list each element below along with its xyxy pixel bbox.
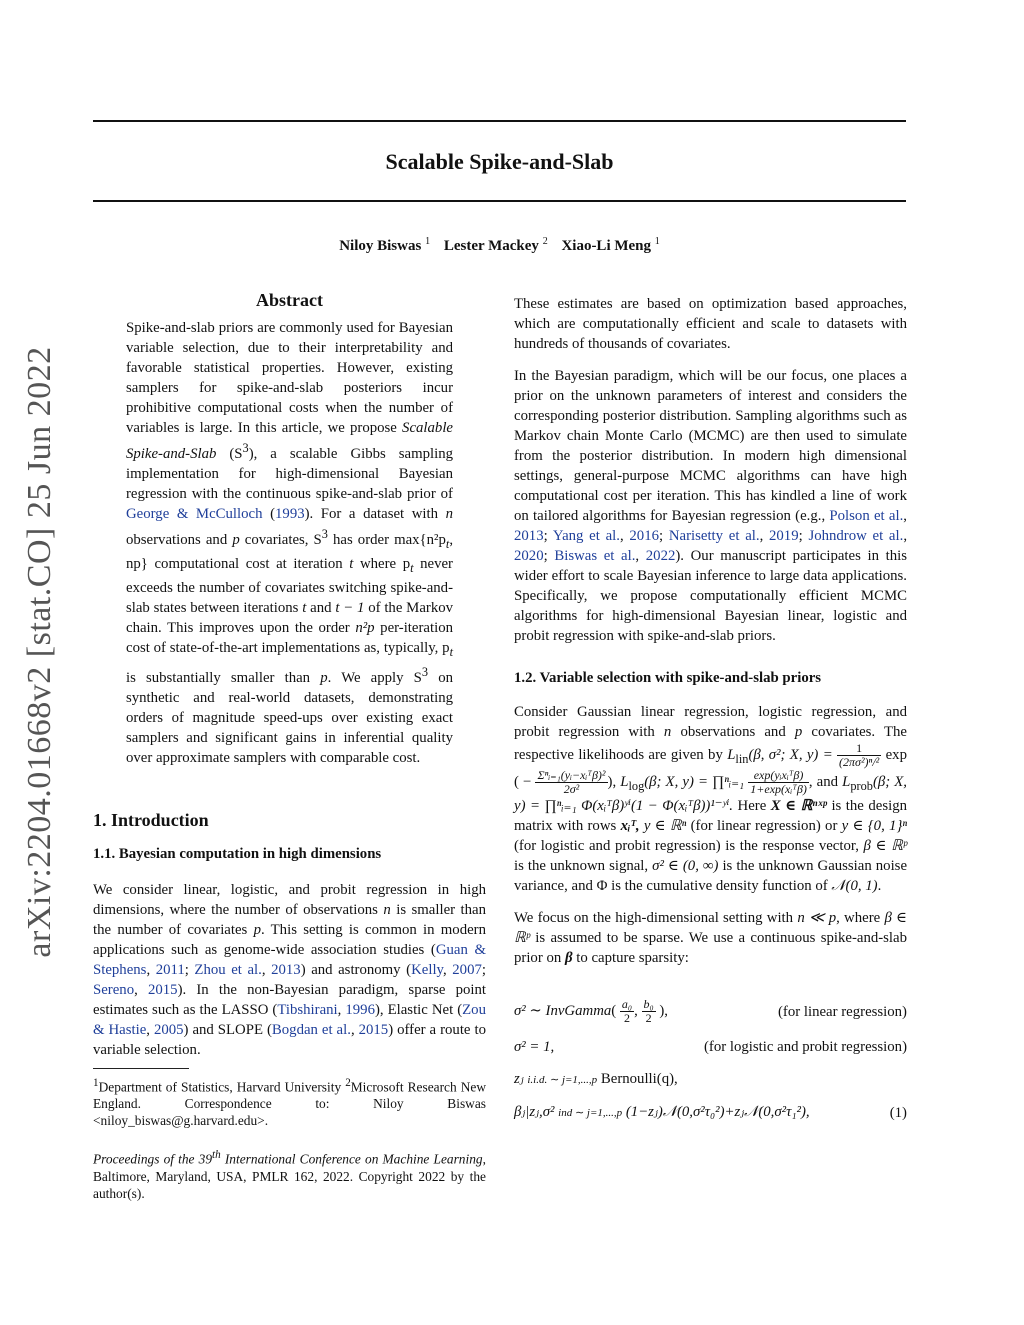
author-mackey bbox=[444, 238, 548, 254]
math-expr: n²p bbox=[355, 619, 375, 636]
math-expr: xᵢᵀ, bbox=[620, 818, 640, 834]
text-span: We consider linear, logistic, and probit regression in high dimensions, where the number of observations bbox=[93, 881, 486, 918]
equation-row bbox=[514, 998, 907, 1025]
math-var: n bbox=[383, 901, 391, 918]
title-rule-top bbox=[93, 120, 906, 122]
footnote-text: Department of Statistics, Harvard University bbox=[98, 1079, 342, 1095]
fraction-num: a₀ bbox=[621, 997, 633, 1011]
equation-lhs bbox=[514, 1069, 678, 1090]
text-span: ). Our manuscript participates in this wider effort to scale Bayesian inference to large data applications. Specifically, we propose computationally efficient MCMC algorithms for high-dimensional Bayesian linear, logistic and probit regression with spike-and-slab priors. bbox=[514, 548, 907, 644]
citation-year[interactable]: 2005 bbox=[153, 1021, 184, 1038]
text-span: Consider Gaussian linear regression, logistic regression, and probit regression with bbox=[514, 704, 907, 740]
equation-note: (for linear regression) bbox=[777, 1003, 907, 1020]
citation-year[interactable]: 2020 bbox=[514, 548, 544, 564]
fraction-num: b₀ bbox=[643, 997, 654, 1011]
math-expr: 𝒩(0, 1) bbox=[831, 878, 878, 894]
math-expr: ), bbox=[607, 773, 617, 790]
paragraph-likelihoods bbox=[514, 702, 907, 896]
citation-george-mcculloch[interactable]: George & McCulloch bbox=[126, 505, 263, 522]
title-rule-bottom bbox=[93, 200, 906, 202]
proceedings-italic: Proceedings of the bbox=[93, 1151, 195, 1167]
citation-sereno[interactable]: Sereno bbox=[93, 981, 135, 998]
equation-lhs: σ² = 1, bbox=[514, 1039, 555, 1055]
equation-row bbox=[514, 1102, 907, 1123]
equation-lhs: σ² ∼ InvGamma( $\frac{\text{a₀}}{2}$ , $\frac{\text{b₀}}{2}$ ), bbox=[514, 997, 668, 1025]
math-expr: X ∈ ℝⁿˣᵖ bbox=[770, 798, 827, 814]
author-affil: 2 bbox=[542, 236, 548, 247]
text-span: Here bbox=[737, 798, 767, 814]
math-var: zⱼ bbox=[514, 1071, 524, 1087]
left-column bbox=[93, 290, 486, 1202]
citation-johndrow[interactable]: Johndrow et al. bbox=[808, 528, 904, 544]
fraction-den: 2 bbox=[624, 1011, 630, 1025]
fraction-den: 2 bbox=[645, 1011, 652, 1025]
citation-yang[interactable]: Yang et al. bbox=[552, 528, 620, 544]
math-var: n bbox=[445, 505, 454, 522]
abstract-body: Spike-and-slab priors are commonly used for Bayesian variable selection, due to their interpretability and favorable statistical properties. However, existing samplers for spike-and-slab posteriors incur prohibitive computational costs when the number of variables is large. In this article, we propose Scalable Spike-and-Slab $(S^3)$, a scalable Gibbs sampling implementation for high-dimensional Bayesian regression with the continuous spike-and-slab prior of George & McCulloch (1993). For a dataset with n observations and p covariates, $S^3$ has order $\max\{n^2p_t$, np} computational cost at iteration t where $p_t$ never exceeds the number of covariates switching spike-and-slab states between iterations t and t − 1 of the Markov chain. This improves upon the order n²p per-iteration cost of state-of-the-art implementations as, typically, $p_t$ is substantially smaller than p. We apply $S^3$ on synthetic and real-world datasets, demonstrating orders of magnitude speed-ups over existing exact samplers and significant gains in inferential quality over approximate samplers with comparable cost. bbox=[126, 320, 454, 766]
citation-zhou[interactable]: Zhou et al. bbox=[194, 961, 262, 978]
fraction-num: exp(yᵢxᵢᵀβ) bbox=[748, 769, 809, 783]
footnote-divider bbox=[93, 1068, 189, 1069]
math-expr: (β; X, y) = bbox=[514, 773, 907, 814]
fraction-num: Σⁿᵢ₌₁(yᵢ−xᵢᵀβ)² bbox=[537, 768, 606, 782]
math-expr: exp ( − bbox=[514, 746, 907, 790]
paper-title: Scalable Spike-and-Slab bbox=[385, 149, 614, 174]
math-relation: i.i.d. ∼ j=1,...,p bbox=[527, 1074, 598, 1086]
citation-george-year[interactable]: 1993 bbox=[275, 505, 305, 522]
math-expr: β ∈ ℝᵖ bbox=[863, 838, 908, 854]
abstract-text-span: per-iteration cost of state-of-the-art implementations as, typically, p bbox=[126, 619, 454, 656]
abstract-text-span: ), a scalable Gibbs sampling implementation for high-dimensional Bayesian regression with the continuous spike-and-slab prior of bbox=[126, 445, 454, 502]
math-var: L bbox=[842, 773, 851, 790]
abstract-text-span: of the Markov chain. This improves upon the order bbox=[126, 599, 454, 636]
text-span: ) and astronomy ( bbox=[300, 961, 412, 978]
equation-number: (1) bbox=[889, 1104, 907, 1121]
fraction-den: 1+exp(xᵢᵀβ) bbox=[750, 782, 807, 796]
citation-year[interactable]: 2011 bbox=[155, 961, 185, 978]
proceedings-note bbox=[93, 1147, 486, 1201]
math-var: n bbox=[663, 724, 672, 740]
author-name: Xiao-Li Meng bbox=[561, 238, 652, 254]
abstract-text-span: where p bbox=[359, 555, 411, 572]
math-expr: (β, σ²; X, y) = bbox=[748, 746, 833, 763]
fraction bbox=[837, 742, 881, 769]
math-expr: σ² ∈ (0, ∞) bbox=[652, 858, 719, 874]
section-heading-introduction: 1. Introduction bbox=[93, 809, 209, 830]
abstract-text-span: . We apply S bbox=[327, 669, 422, 686]
footnote-mark: 1 bbox=[93, 1076, 99, 1089]
equation-note: (for logistic and probit regression) bbox=[704, 1039, 907, 1055]
abstract-text-span: on synthetic and real-world datasets, demonstrating orders of magnitude speed-ups over existing exact samplers and significant gains in inferential quality over approximate samplers with comparable cost. bbox=[126, 669, 454, 766]
math-var: t bbox=[302, 599, 307, 616]
subsection-heading-1-2: 1.2. Variable selection with spike-and-slab priors bbox=[514, 670, 822, 686]
fraction-den: (2πσ²)ⁿ/² bbox=[839, 755, 880, 769]
prior-equations bbox=[514, 998, 907, 1123]
math-expr: y ∈ ℝⁿ bbox=[643, 818, 687, 834]
paragraph-gap bbox=[514, 354, 907, 366]
math-expr: (β; X, y) = ∏ⁿᵢ₌₁ bbox=[644, 773, 745, 790]
math-expr: has order max{n²p bbox=[333, 531, 446, 548]
math-expr: t − 1 bbox=[335, 599, 365, 616]
abstract-text-span: covariates, S bbox=[244, 531, 322, 548]
text-span: . This setting is common in modern applications such as genome-wide association studies ( bbox=[93, 921, 486, 958]
text-span: , where bbox=[836, 910, 881, 926]
math-sub: lin bbox=[735, 751, 749, 766]
math-sub: log bbox=[628, 778, 645, 793]
proceedings-text: , Baltimore, Maryland, USA, PMLR 162, 2022. Copyright 2022 by the author(s). bbox=[93, 1151, 486, 1201]
author-name: Niloy Biswas bbox=[339, 238, 422, 254]
abstract-text-span: (S bbox=[229, 445, 243, 462]
abstract-emph: Scalable Spike-and-Slab bbox=[126, 420, 453, 462]
math-var: L bbox=[620, 773, 629, 790]
fraction-den: 2σ² bbox=[563, 782, 580, 796]
math-sub: t bbox=[410, 560, 414, 575]
abstract-text-span: ). For a dataset with bbox=[304, 505, 439, 522]
citation-year[interactable]: 2007 bbox=[452, 961, 482, 978]
fraction-num: 1 bbox=[837, 742, 881, 756]
fraction bbox=[535, 769, 607, 796]
fraction bbox=[620, 998, 634, 1025]
equation-lhs bbox=[514, 1102, 810, 1123]
citation-year[interactable]: 2015 bbox=[147, 981, 178, 998]
citation-polson[interactable]: Polson et al. bbox=[829, 508, 904, 524]
footnote-mark: 2 bbox=[345, 1076, 351, 1089]
fraction bbox=[748, 769, 809, 796]
paragraph-bayesian: In the Bayesian paradigm, which will be our focus, one places a prior on the unknown parameters of interest and considers the corresponding posterior distribution. Sampling algorithms such as Markov chain Monte Carlo (MCMC) are then used to simulate from the posterior distribution. In modern high dimensional settings, general-purpose MCMC algorithms can have high computational cost per iteration. This has kindled a line of work on tailored algorithms for Bayesian regression (e.g., Polson et al., 2013; Yang et al., 2016; Narisetty et al., 2019; Johndrow et al., 2020; Biswas et al., 2022). Our manuscript participates in this wider effort to scale Bayesian inference to large data applications. Specifically, we propose computationally efficient MCMC algorithms for high-dimensional Bayesian linear, logistic and probit regression with spike-and-slab priors. bbox=[514, 368, 908, 644]
paragraph-gap bbox=[514, 896, 907, 908]
text-span: is the unknown Gaussian noise variance, and Φ is the cumulative density function of bbox=[514, 858, 908, 894]
math-relation: ind ∼ j=1,...,p bbox=[558, 1107, 623, 1119]
abstract-text-span: is substantially smaller than bbox=[126, 669, 311, 686]
citation-zou-hastie[interactable]: Zou & Hastie bbox=[93, 1001, 486, 1038]
proceedings-sup: th bbox=[212, 1149, 221, 1162]
arxiv-stamp[interactable]: arXiv:2204.01668v2 [stat.CO] 25 Jun 2022 bbox=[21, 346, 58, 958]
math-expr: Bernoulli(q), bbox=[600, 1071, 678, 1087]
citation-year[interactable]: 2013 bbox=[514, 528, 544, 544]
math-expr: n ≪ p bbox=[797, 910, 837, 926]
citation-tibshirani[interactable]: Tibshirani bbox=[277, 1001, 338, 1018]
math-var: t bbox=[349, 555, 354, 572]
text-span: is smaller than the number of covariates bbox=[93, 901, 486, 938]
math-var: p bbox=[253, 921, 261, 938]
citation-year[interactable]: 2019 bbox=[769, 528, 799, 544]
math-expr: ∏ⁿᵢ₌₁ Φ(xᵢᵀβ)ʸⁱ(1 − Φ(xᵢᵀβ))¹⁻ʸⁱ. bbox=[544, 798, 734, 814]
citation-year[interactable]: 2013 bbox=[271, 961, 301, 978]
text-span: ), Elastic Net ( bbox=[374, 1001, 463, 1018]
paragraph-focus bbox=[514, 908, 907, 968]
abstract-text-span: observations and bbox=[126, 531, 228, 548]
math-var: L bbox=[727, 746, 736, 763]
text-span: covariates. The respective likelihoods are given by bbox=[514, 724, 907, 763]
citation-biswas[interactable]: Biswas et al. bbox=[554, 548, 636, 564]
author-biswas bbox=[339, 238, 430, 254]
text-span: We focus on the high-dimensional setting with bbox=[514, 910, 794, 926]
author-affil: 1 bbox=[654, 236, 660, 247]
citation-narisetty[interactable]: Narisetty et al. bbox=[668, 528, 760, 544]
author-name: Lester Mackey bbox=[443, 238, 539, 254]
math-expr: y ∈ {0, 1}ⁿ bbox=[841, 818, 908, 834]
text-span: observations and bbox=[680, 724, 786, 740]
math-var: p bbox=[232, 531, 240, 548]
author-meng bbox=[561, 238, 659, 254]
math-sub: t bbox=[445, 536, 450, 551]
equation-row bbox=[514, 1037, 907, 1057]
text-span: is assumed to be sparse. We use a continuous spike-and-slab prior on bbox=[514, 930, 908, 966]
abstract-sup: 3 bbox=[321, 526, 328, 541]
author-list bbox=[93, 236, 906, 255]
citation-guan-stephens[interactable]: Guan & Stephens bbox=[93, 941, 487, 978]
subsection-heading-1-1: 1.1. Bayesian computation in high dimensions bbox=[93, 845, 382, 862]
math-var: p bbox=[794, 724, 803, 740]
proceedings-num: 39 bbox=[198, 1151, 213, 1167]
abstract-text-span: and bbox=[310, 599, 332, 616]
text-span: (for linear regression) or bbox=[690, 818, 838, 834]
author-affil: 1 bbox=[425, 236, 431, 247]
abstract-text-span: , np} computational cost at iteration bbox=[126, 531, 454, 572]
text-span: ) offer a route to variable selection. bbox=[93, 1021, 486, 1058]
citation-bogdan[interactable]: Bogdan et al. bbox=[271, 1021, 351, 1038]
math-var: β bbox=[564, 950, 573, 966]
math-expr: (1−zⱼ)𝒩(0,σ²τ₀²)+zⱼ𝒩(0,σ²τ₁²), bbox=[625, 1104, 810, 1120]
math-var: p bbox=[320, 669, 328, 686]
text-span: (for logistic and probit regression) is the response vector, bbox=[514, 838, 859, 854]
citation-year[interactable]: 2016 bbox=[629, 528, 659, 544]
abstract-text-span: Spike-and-slab priors are commonly used for Bayesian variable selection, due to their interpretability and favorable statistical properties. However, existing samplers for spike-and-slab posteriors incur prohibitive computational costs when the number of variables is large. In this article, we propose bbox=[126, 320, 453, 436]
text-span: is the design matrix with rows bbox=[514, 798, 908, 834]
citation-year[interactable]: 2022 bbox=[645, 548, 676, 564]
text-span: to capture sparsity: bbox=[576, 950, 689, 966]
footnote-text: Microsoft Research New England. Correspondence to: Niloy Biswas <niloy_biswas@g.harvard.edu>. bbox=[93, 1079, 486, 1129]
proceedings-italic: International Conference on Machine Learning bbox=[224, 1151, 483, 1167]
abstract-sup: 3 bbox=[242, 441, 249, 455]
text-span: is the unknown signal, bbox=[514, 858, 649, 874]
paragraph-estimates: These estimates are based on optimization based approaches, which are computationally efficient and scale to datasets with hundreds of thousands of covariates. bbox=[514, 296, 907, 352]
fraction bbox=[642, 998, 656, 1025]
math-expr: β ∈ ℝᵖ bbox=[514, 910, 908, 946]
text-span: , and bbox=[808, 773, 838, 790]
equation-row bbox=[514, 1069, 907, 1090]
citation-year[interactable]: 1996 bbox=[345, 1001, 375, 1018]
text-span: . bbox=[877, 878, 882, 894]
abstract-sup: 3 bbox=[421, 664, 429, 679]
abstract-text-span: never exceeds the number of covariates switching spike-and-slab states between iterations bbox=[126, 555, 453, 616]
text-span: ) and SLOPE ( bbox=[183, 1021, 272, 1038]
math-sub: prob bbox=[850, 778, 873, 793]
footnote-affiliations bbox=[93, 1075, 486, 1129]
math-sub: t bbox=[449, 644, 453, 659]
text-span: ). In the non-Bayesian paradigm, sparse point estimates such as the LASSO ( bbox=[93, 981, 487, 1018]
text-span: In the Bayesian paradigm, which will be our focus, one places a prior on the unknown parameters of interest and considers the corresponding posterior distribution. Sampling algorithms such as Markov chain Monte Carlo (MCMC) are then used to simulate from the posterior distribution. In modern high dimensional settings, general-purpose MCMC algorithms can have high computational cost per iteration. This has kindled a line of work on tailored algorithms for Bayesian regression (e.g., bbox=[514, 368, 907, 524]
right-column bbox=[514, 294, 907, 1135]
math-expr: σ² ∼ InvGamma bbox=[514, 1002, 612, 1019]
abstract-heading: Abstract bbox=[256, 290, 323, 310]
citation-year[interactable]: 2015 bbox=[358, 1021, 389, 1038]
intro-paragraph: We consider linear, logistic, and probit regression in high dimensions, where the number of observations n is smaller than the number of covariates p. This setting is common in modern applications such as genome-wide association studies (Guan & Stephens, 2011; Zhou et al., 2013) and astronomy (Kelly, 2007; Sereno, 2015). In the non-Bayesian paradigm, sparse point estimates such as the LASSO (Tibshirani, 1996), Elastic Net (Zou & Hastie, 2005) and SLOPE (Bogdan et al., 2015) offer a route to variable selection. bbox=[93, 881, 487, 1058]
math-expr: βⱼ|zⱼ,σ² bbox=[514, 1104, 555, 1120]
citation-kelly[interactable]: Kelly bbox=[411, 961, 443, 978]
